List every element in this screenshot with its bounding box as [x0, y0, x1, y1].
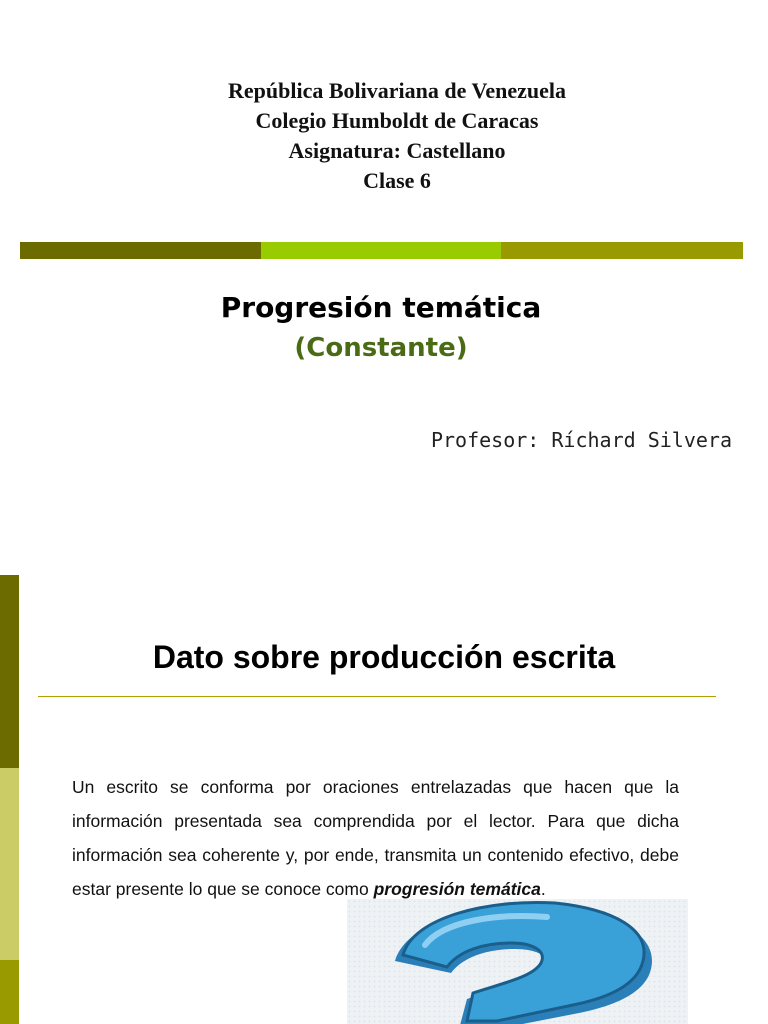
slide-content [0, 575, 768, 1024]
question-mark-icon [347, 899, 688, 1024]
decorative-stripe-dark [20, 242, 261, 259]
sidebar-band-olive [0, 960, 19, 1024]
decorative-stripe-olive [501, 242, 743, 259]
paragraph-end: . [540, 878, 546, 899]
decorative-stripe-light [261, 242, 501, 259]
institution-header [0, 76, 768, 196]
content-paragraph [72, 770, 679, 906]
slide-title: Progresión temática [220, 291, 542, 324]
header-line-school: Colegio Humboldt de Caracas [255, 108, 539, 133]
heading-divider [38, 696, 716, 697]
content-heading: Dato sobre producción escrita [152, 639, 616, 675]
slide-subtitle: (Constante) [294, 333, 468, 363]
header-line-class: Clase 6 [363, 168, 431, 193]
header-line-subject: Asignatura: Castellano [288, 138, 506, 163]
header-line-country: República Bolivariana de Venezuela [228, 78, 566, 103]
teacher-name: Profesor: Ríchard Silvera [430, 428, 732, 452]
paragraph-text: Un escrito se conforma por oraciones entrelazadas que hacen que la información presentada sea comprendida por el lector. Para que dicha información sea coherente y, por ende, transmita un contenido efectivo, debe estar presente lo que se conoce como [72, 776, 679, 899]
question-mark-image [347, 899, 688, 1024]
sidebar-band-light [0, 768, 19, 960]
paragraph-emphasis: progresión temática [373, 878, 541, 899]
